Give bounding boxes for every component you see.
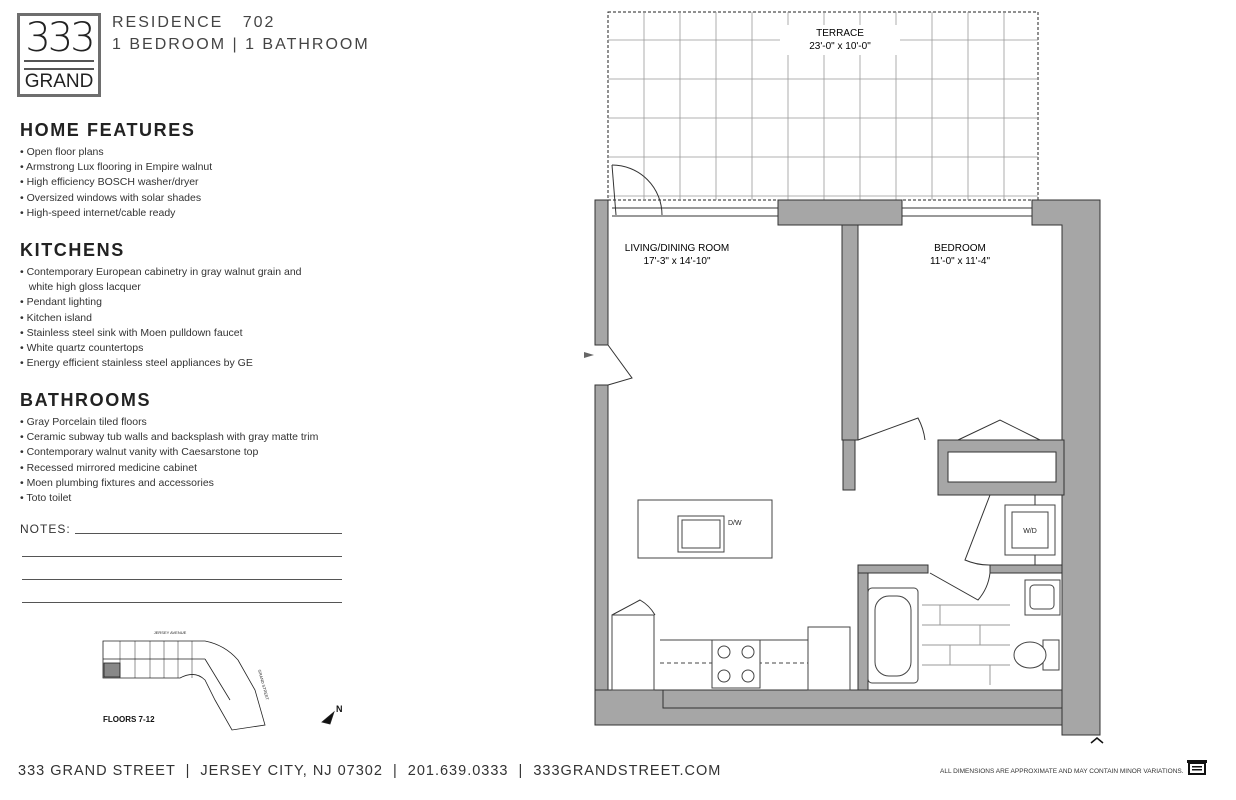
feature-item: • Stainless steel sink with Moen pulldown faucet: [20, 326, 243, 339]
dishwasher-label: D/W: [728, 520, 742, 527]
entry-arrow-icon: [584, 352, 594, 358]
bedroom-name: BEDROOM: [934, 243, 986, 254]
feature-item: • Gray Porcelain tiled floors: [20, 416, 147, 428]
north-label: N: [336, 704, 343, 714]
feature-item: • Ceramic subway tub walls and backsplash with gray matte trim: [20, 431, 319, 444]
terrace-name: TERRACE: [816, 28, 864, 39]
feature-item: • Armstrong Lux flooring in Empire walnut: [20, 161, 213, 174]
feature-item: • Pendant lighting: [20, 296, 102, 309]
keyplan-floors: FLOORS 7-12: [103, 715, 155, 724]
refrigerator: [808, 627, 850, 690]
feature-item: • White quartz countertops: [20, 342, 144, 355]
logo-number: 333: [25, 15, 93, 61]
section-title: BATHROOMS: [20, 390, 152, 410]
terrace-dims: 23'-0" x 10'-0": [809, 41, 871, 52]
equal-housing-icon: [1187, 760, 1207, 774]
living-room-dims: 17'-3" x 14'-10": [643, 256, 711, 267]
feature-item: white high gloss lacquer: [20, 281, 141, 294]
cooktop: [712, 640, 760, 688]
terrace: [608, 12, 1038, 200]
bedroom-dims: 11'-0" x 11'-4": [929, 256, 991, 267]
feature-item: • Open floor plans: [20, 146, 104, 158]
footer-disclaimer: ALL DIMENSIONS ARE APPROXIMATE AND MAY CONTAIN MINOR VARIATIONS.: [940, 768, 1184, 775]
notes-label: NOTES:: [20, 522, 71, 536]
keyplan-street-side: GRAND STREET: [257, 668, 270, 701]
living-room-name: LIVING/DINING ROOM: [624, 243, 730, 254]
key-plan: [103, 630, 343, 730]
north-arrow-icon: [322, 712, 334, 724]
section-title: KITCHENS: [20, 240, 125, 260]
up-arrow-icon: [1091, 738, 1103, 743]
unit-highlight: [104, 663, 120, 677]
feature-item: • Oversized windows with solar shades: [20, 191, 202, 204]
residence-layout: 1 BEDROOM | 1 BATHROOM: [112, 36, 370, 53]
feature-item: • Contemporary European cabinetry in gray walnut grain and: [20, 266, 302, 278]
feature-item: • High efficiency BOSCH washer/dryer: [20, 176, 199, 189]
washer-dryer-label: W/D: [1023, 528, 1037, 535]
section-title: HOME FEATURES: [20, 120, 196, 140]
footer-address: 333 GRAND STREET | JERSEY CITY, NJ 07302 | 201.639.0333 | 333GRANDSTREET.COM: [18, 763, 722, 779]
feature-item: • Contemporary walnut vanity with Caesarstone top: [20, 446, 259, 459]
kitchen: [612, 500, 850, 690]
feature-item: • High-speed internet/cable ready: [20, 206, 176, 219]
keyplan-street-top: JERSEY AVENUE: [153, 630, 187, 635]
feature-item: • Recessed mirrored medicine cabinet: [20, 461, 198, 474]
feature-item: • Energy efficient stainless steel appliances by GE: [20, 357, 253, 370]
feature-item: • Kitchen island: [20, 311, 92, 324]
residence-number: RESIDENCE 702: [112, 14, 276, 31]
logo-name: GRAND: [24, 71, 94, 92]
feature-item: • Moen plumbing fixtures and accessories: [20, 476, 214, 489]
laundry: [1005, 505, 1055, 555]
feature-item: • Toto toilet: [20, 492, 72, 505]
bathroom: [868, 580, 1060, 685]
